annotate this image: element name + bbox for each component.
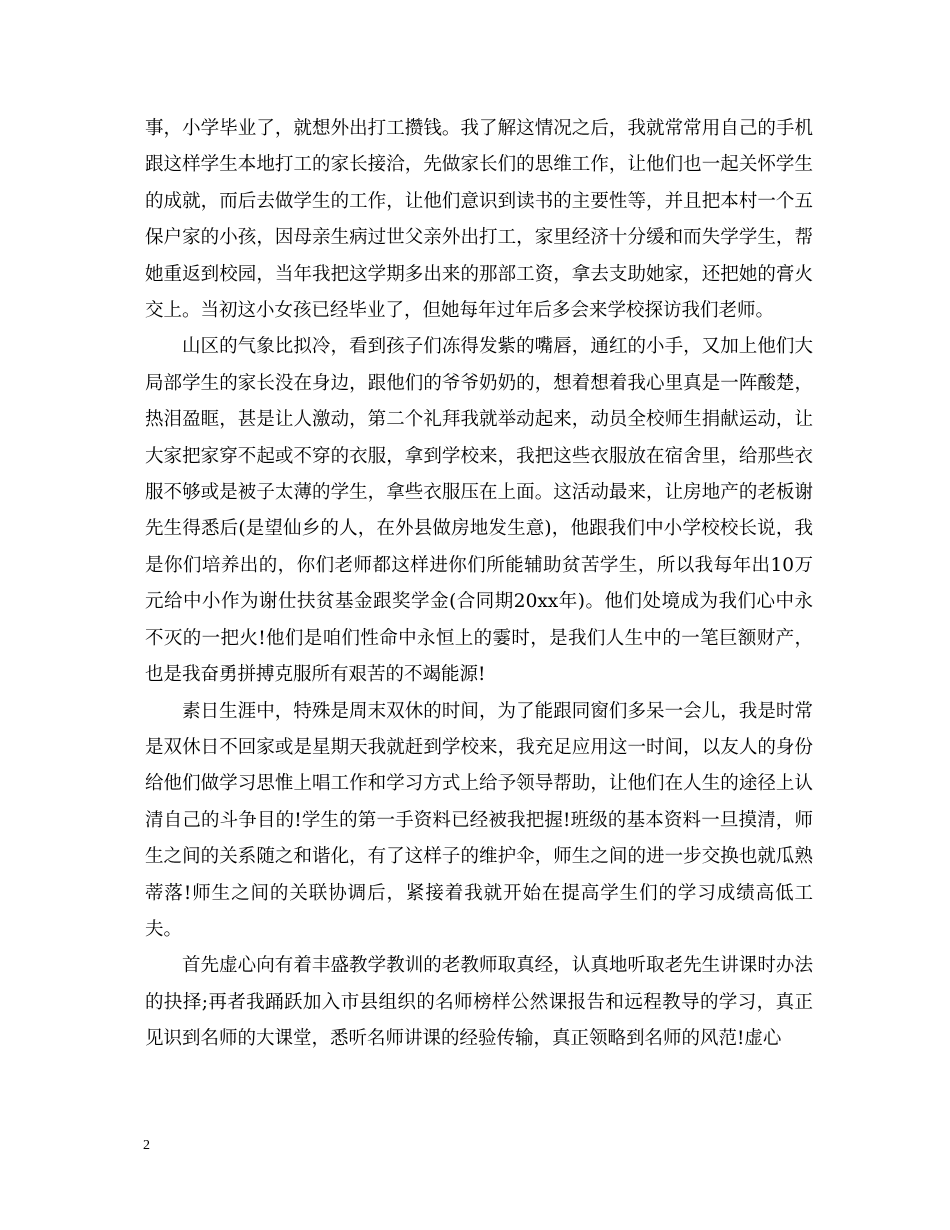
paragraph-2: 山区的气象比拟冷，看到孩子们冻得发紫的嘴唇，通红的小手，又加上他们大局部学生的家长没在身边，跟他们的爷爷奶奶的，想着想着我心里真是一阵酸楚，热泪盈眶，甚是让人激动，第二个礼拜我就举动起来，动员全校师生捐献运动，让大家把家穿不起或不穿的衣服，拿到学校来，我把这些衣服放在宿舍里，给那些衣服不够或是被子太薄的学生，拿些衣服压在上面。这活动最来，让房地产的老板谢先生得悉后(是望仙乡的人，在外县做房地发生意)，他跟我们中小学校校长说，我是你们培养出的，你们老师都这样进你们所能辅助贫苦学生，所以我每年出10万元给中小作为谢仕扶贫基金跟奖学金(合同期20xx年)。他们处境成为我们心中永不灭的一把火!他们是咱们性命中永恒上的霎时，是我们人生中的一笔巨额财产，也是我奋勇拼搏克服所有艰苦的不竭能源! <box>145 336 813 686</box>
body-text <box>145 111 813 1058</box>
paragraph-1: 事，小学毕业了，就想外出打工攒钱。我了解这情况之后，我就常常用自己的手机跟这样学生本地打工的家长接洽，先做家长们的思维工作，让他们也一起关怀学生的成就，而后去做学生的工作，让他们意识到读书的主要性等，并且把本村一个五保户家的小孩，因母亲生病过世父亲外出打工，家里经济十分缓和而失学学生，帮她重返到校园，当年我把这学期多出来的那部工资，拿去支助她家，还把她的膏火交上。当初这小女孩已经毕业了，但她每年过年后多会来学校探访我们老师。 <box>145 118 813 322</box>
paragraph-4: 首先虚心向有着丰盛教学教训的老教师取真经，认真地听取老先生讲课时办法的抉择;再者我踊跃加入市县组织的名师榜样公然课报告和远程教导的学习，真正见识到名师的大课堂，悉听名师讲课的经验传输，真正领略到名师的风范!虚心 <box>145 955 813 1050</box>
page-number: 2 <box>143 1138 150 1153</box>
paragraph-3: 素日生涯中，特殊是周末双休的时间，为了能跟同窗们多呆一会儿，我是时常是双休日不回家或是星期天我就赶到学校来，我充足应用这一时间，以友人的身份给他们做学习思惟上唱工作和学习方式上给予领导帮助，让他们在人生的途径上认清自己的斗争目的!学生的第一手资料已经被我把握!班级的基本资料一旦摸清，师生之间的关系随之和谐化，有了这样子的维护伞，师生之间的进一步交换也就瓜熟蒂落!师生之间的关联协调后，紧接着我就开始在提高学生们的学习成绩高低工夫。 <box>145 700 813 940</box>
